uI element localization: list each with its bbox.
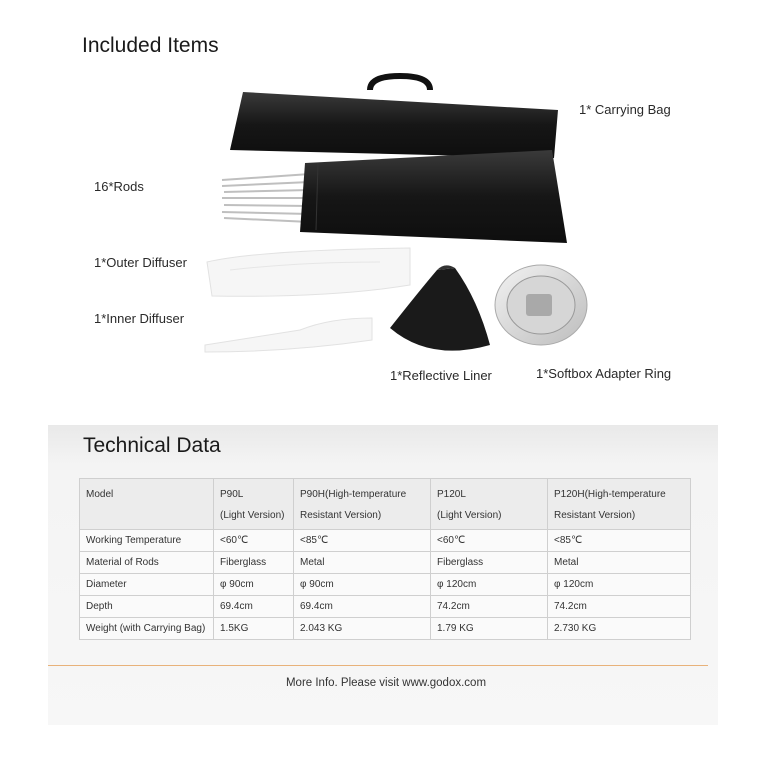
table-row — [80, 596, 691, 618]
label-outer-diffuser: 1*Outer Diffuser — [94, 255, 187, 270]
specs-table — [79, 478, 691, 640]
table-cell: φ 120cm — [431, 574, 548, 596]
inner-diffuser-image — [205, 318, 372, 352]
table-cell: <85℃ — [548, 530, 691, 552]
table-cell: Material of Rods — [80, 552, 214, 574]
label-rods: 16*Rods — [94, 179, 144, 194]
table-header-row — [80, 479, 691, 530]
table-cell: <60℃ — [431, 530, 548, 552]
label-inner-diffuser: 1*Inner Diffuser — [94, 311, 185, 326]
table-cell: Metal — [294, 552, 431, 574]
included-items-title: Included Items — [82, 34, 219, 57]
adapter-ring-image — [495, 265, 587, 345]
footer-text: More Info. Please visit www.godox.com — [285, 677, 487, 689]
table-cell: <60℃ — [214, 530, 294, 552]
header-cell: P120H(High-temperature Resistant Version) — [548, 479, 691, 530]
table-cell: 1.5KG — [214, 618, 294, 640]
table-cell: φ 90cm — [294, 574, 431, 596]
table-cell: Working Temperature — [80, 530, 214, 552]
table-cell: φ 120cm — [548, 574, 691, 596]
label-carrying-bag: 1* Carrying Bag — [579, 102, 671, 117]
table-row — [80, 552, 691, 574]
rods-image — [222, 174, 310, 222]
table-cell: 69.4cm — [214, 596, 294, 618]
label-reflective-liner: 1*Reflective Liner — [390, 368, 492, 383]
table-cell: 69.4cm — [294, 596, 431, 618]
table-cell: Weight (with Carrying Bag) — [80, 618, 214, 640]
carrying-bag-image — [230, 76, 558, 158]
table-cell: Fiberglass — [431, 552, 548, 574]
header-cell: P90H(High-temperature Resistant Version) — [294, 479, 431, 530]
table-cell: Diameter — [80, 574, 214, 596]
outer-diffuser-image — [207, 248, 410, 296]
table-cell: <85℃ — [294, 530, 431, 552]
technical-data-title: Technical Data — [83, 434, 221, 457]
table-cell: Depth — [80, 596, 214, 618]
header-cell: P120L (Light Version) — [431, 479, 548, 530]
table-row — [80, 530, 691, 552]
table-cell: 74.2cm — [548, 596, 691, 618]
table-cell: 2.043 KG — [294, 618, 431, 640]
table-row — [80, 618, 691, 640]
table-cell: 74.2cm — [431, 596, 548, 618]
header-cell: P90L (Light Version) — [214, 479, 294, 530]
table-cell: 1.79 KG — [431, 618, 548, 640]
table-row — [80, 574, 691, 596]
label-adapter-ring: 1*Softbox Adapter Ring — [536, 366, 672, 381]
rod-bag-image — [300, 150, 567, 243]
footer-divider — [48, 665, 708, 666]
table-cell: 2.730 KG — [548, 618, 691, 640]
table-cell: Metal — [548, 552, 691, 574]
table-cell: φ 90cm — [214, 574, 294, 596]
table-cell: Fiberglass — [214, 552, 294, 574]
header-cell: Model — [80, 479, 214, 530]
